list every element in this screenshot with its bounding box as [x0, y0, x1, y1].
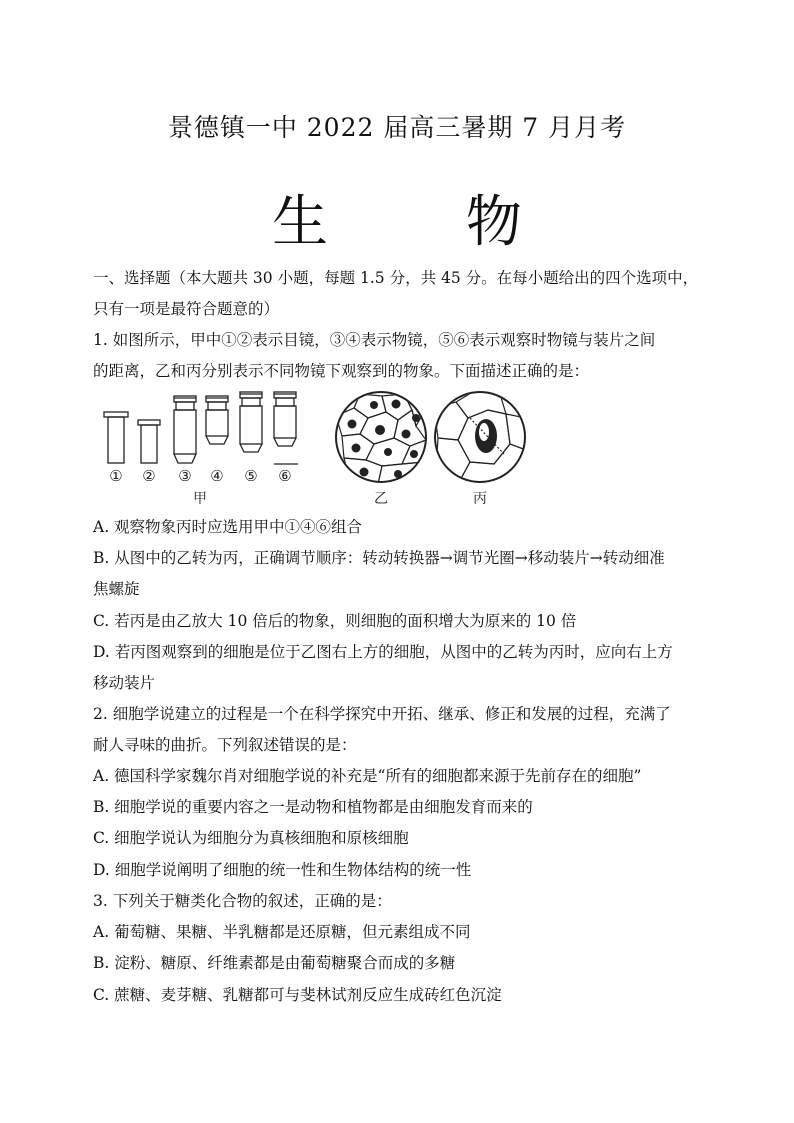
- q3-option-c: C. 蔗糖、麦芽糖、乳糖都可与斐林试剂反应生成砖红色沉淀: [93, 986, 502, 1004]
- exam-title: 景德镇一中 2022 届高三暑期 7 月月考: [167, 113, 627, 142]
- objective-6-icon: [274, 392, 296, 446]
- q1-option-d-cont: 移动装片: [93, 674, 156, 692]
- q1-option-c: C. 若丙是由乙放大 10 倍后的物象，则细胞的面积增大为原来的 10 倍: [93, 612, 577, 630]
- caption-yi: 乙: [374, 491, 388, 507]
- label-1: ①: [109, 467, 123, 485]
- q2-stem: 2. 细胞学说建立的过程是一个在科学探究中开拓、继承、修正和发展的过程，充满了: [93, 705, 671, 723]
- q2-option-d: D. 细胞学说阐明了细胞的统一性和生物体结构的统一性: [93, 861, 472, 879]
- objective-5-icon: [240, 392, 262, 452]
- q3-stem: 3. 下列关于糖类化合物的叙述，正确的是：: [93, 892, 392, 910]
- section-heading: 一、选择题（本大题共 30 小题，每题 1.5 分，共 45 分。在每小题给出的四个选项中，: [93, 269, 699, 287]
- view-bing-icon: [434, 390, 526, 484]
- q2-option-a: A. 德国科学家魏尔肖对细胞学说的补充是“所有的细胞都来源于先前存在的细胞”: [93, 767, 642, 785]
- q1-option-b: B. 从图中的乙转为丙，正确调节顺序：转动转换器→调节光圈→移动装片→转动细准: [93, 549, 665, 567]
- q2-option-c: C. 细胞学说认为细胞分为真核细胞和原核细胞: [93, 829, 409, 847]
- caption-bing: 丙: [473, 491, 487, 507]
- caption-jia: 甲: [193, 491, 207, 507]
- subject-title: 生 物: [272, 190, 582, 255]
- objective-3-icon: [174, 396, 196, 463]
- q3-option-b: B. 淀粉、糖原、纤维素都是由葡萄糖聚合而成的多糖: [93, 954, 456, 972]
- q2-stem-cont: 耐人寻味的曲折。下列叙述错误的是：: [93, 736, 357, 754]
- view-yi-icon: [336, 392, 426, 484]
- microscope-figure: [98, 388, 528, 508]
- q3-option-a: A. 葡萄糖、果糖、半乳糖都是还原糖，但元素组成不同: [93, 923, 471, 941]
- objective-4-icon: [206, 396, 228, 444]
- label-4: ④: [210, 467, 224, 485]
- q1-option-b-cont: 焦螺旋: [93, 580, 140, 598]
- q1-stem: 1. 如图所示，甲中①②表示目镜，③④表示物镜，⑤⑥表示观察时物镜与装片之间: [93, 331, 656, 349]
- eyepiece-1-icon: [104, 412, 128, 463]
- q1-stem-cont: 的距离，乙和丙分别表示不同物镜下观察到的物象。下面描述正确的是：: [93, 362, 590, 380]
- section-heading-cont: 只有一项是最符合题意的）: [93, 300, 280, 318]
- q1-option-d: D. 若丙图观察到的细胞是位于乙图右上方的细胞，从图中的乙转为丙时，应向右上方: [93, 643, 673, 661]
- label-3: ③: [178, 467, 192, 485]
- label-6: ⑥: [278, 467, 292, 485]
- q2-option-b: B. 细胞学说的重要内容之一是动物和植物都是由细胞发育而来的: [93, 798, 533, 816]
- q1-option-a: A. 观察物象丙时应选用甲中①④⑥组合: [93, 518, 363, 536]
- label-5: ⑤: [244, 467, 258, 485]
- label-2: ②: [142, 467, 156, 485]
- eyepiece-2-icon: [138, 420, 160, 463]
